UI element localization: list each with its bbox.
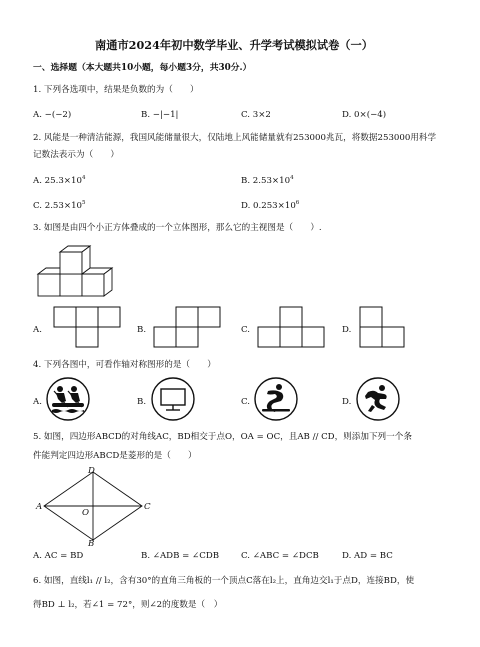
question-1-option-d[interactable]: D. 0×(−4)	[342, 110, 387, 120]
rhombus-figure	[38, 468, 158, 544]
question-3-option-b[interactable]: B.	[137, 325, 147, 335]
option-a-front-view[interactable]	[52, 305, 132, 347]
page-title: 南通市2024年初中数学毕业、升学考试模拟试卷（一）	[95, 38, 373, 52]
vertex-label-d: D	[88, 466, 95, 476]
question-1-option-b[interactable]: B. −|−1|	[141, 110, 179, 120]
question-2-option-b[interactable]: B. $2.53\times 10^4$	[241, 175, 294, 186]
question-1-option-c[interactable]: C. 3×2	[241, 110, 271, 120]
question-4-option-a[interactable]: A.	[33, 397, 42, 407]
question-5-option-a[interactable]: A. AC = BD	[33, 551, 84, 561]
question-2-option-d[interactable]: D. $0.253\times 10^6$	[241, 200, 300, 211]
question-3-option-d[interactable]: D.	[342, 325, 352, 335]
vertex-label-b: B	[88, 539, 95, 549]
question-4-stem: 4. 下列各图中，可看作轴对称图形的是（ ）	[33, 360, 216, 370]
center-label-o: O	[82, 508, 90, 518]
question-3-stem: 3. 如图是由四个小正方体叠成的一个立体图形，那么它的主视图是（ ）.	[33, 223, 322, 233]
question-2-stem-line1: 2. 风能是一种清洁能源，我国风能储量很大，仅陆地上风能储量就有253000兆瓦，将数据253000用科学	[33, 133, 437, 143]
question-6-stem-line2: 得BD ⊥ l₂，若∠1 = 72°，则∠2的度数是（ ）	[33, 600, 223, 610]
question-2-option-a[interactable]: A. $25.3\times 10^4$	[33, 175, 86, 186]
rowing-sign-icon[interactable]	[46, 377, 90, 421]
question-1-option-a[interactable]: A. −(−2)	[33, 110, 72, 120]
question-5-stem-line1: 5. 如图，四边形ABCD的对角线AC，BD相交于点O，OA = OC，且AB // CD，则添加下列一个条	[33, 432, 412, 442]
question-3-option-c[interactable]: C.	[241, 325, 251, 335]
vertex-label-c: C	[144, 502, 151, 512]
vertex-label-a: A	[36, 502, 43, 512]
martial-arts-sign-icon[interactable]	[356, 377, 400, 421]
question-5-option-d[interactable]: D. AD = BC	[342, 551, 393, 561]
stacked-cubes-figure	[36, 244, 126, 300]
section-heading: 一、选择题（本大题共10小题，每小题3分，共30分.）	[33, 63, 252, 73]
question-6-stem-line1: 6. 如图，直线l₁ // l₂，含有30°的直角三角板的一个顶点C落在l₂上，直角边交l₁于点D，连接BD，使	[33, 576, 415, 586]
option-d-front-view[interactable]	[358, 305, 408, 347]
gymnast-sign-icon[interactable]	[254, 377, 298, 421]
question-4-option-b[interactable]: B.	[137, 397, 147, 407]
question-2-stem-line2: 记数法表示为（ ）	[33, 150, 119, 160]
question-5-option-b[interactable]: B. ∠ADB = ∠CDB	[141, 551, 220, 561]
option-b-front-view[interactable]	[152, 305, 232, 347]
question-3-option-a[interactable]: A.	[33, 325, 42, 335]
option-c-front-view[interactable]	[256, 305, 336, 347]
question-1-stem: 1. 下列各选项中，结果是负数的为（ ）	[33, 85, 199, 95]
question-5-stem-line2: 件能判定四边形ABCD是菱形的是（ ）	[33, 451, 197, 461]
question-5-option-c[interactable]: C. ∠ABC = ∠DCB	[241, 551, 319, 561]
question-2-option-c[interactable]: C. $2.53\times 10^5$	[33, 200, 86, 211]
question-4-option-d[interactable]: D.	[342, 397, 352, 407]
monitor-sign-icon[interactable]	[151, 377, 195, 421]
question-4-option-c[interactable]: C.	[241, 397, 251, 407]
